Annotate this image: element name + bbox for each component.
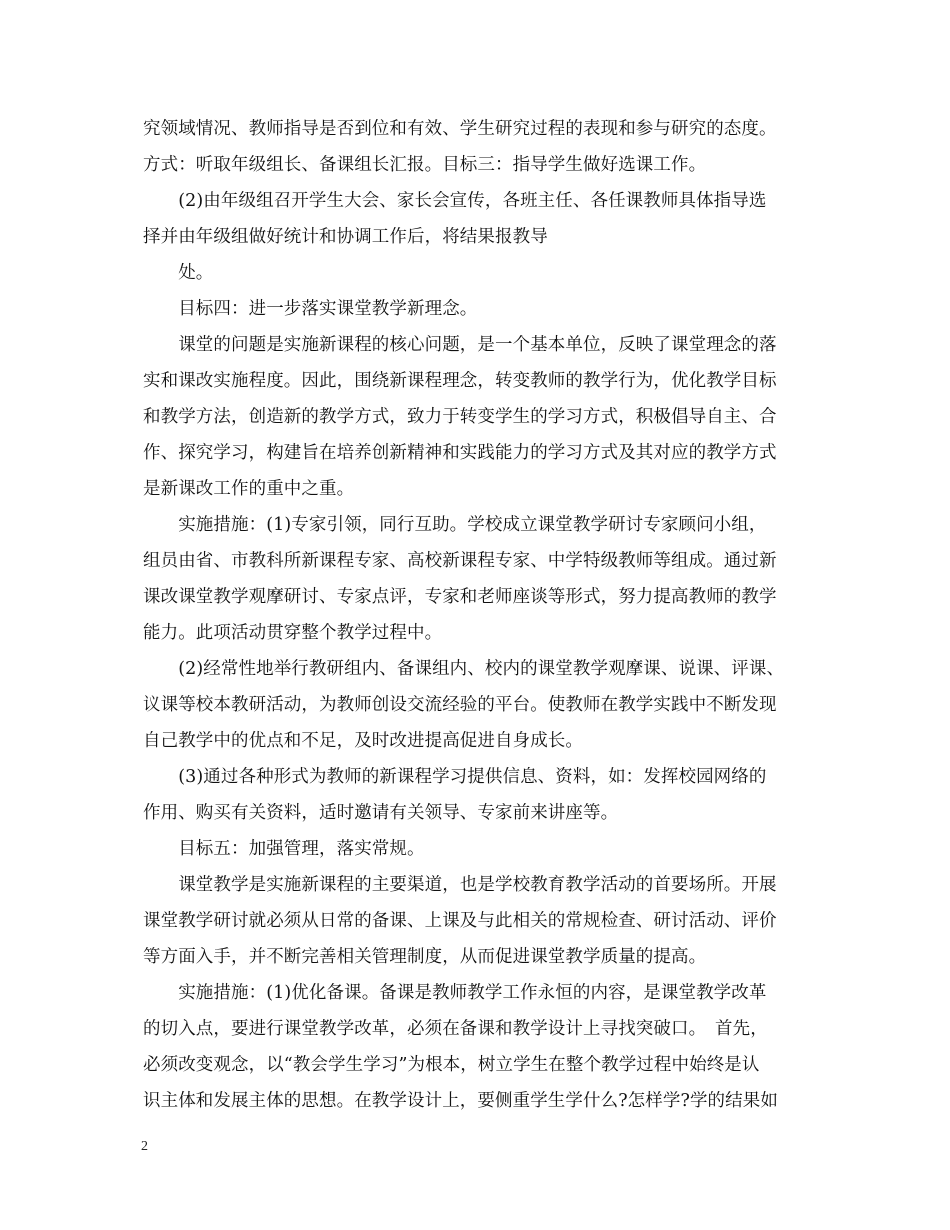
text-line: 目标四：进一步落实课堂教学新理念。	[143, 299, 478, 319]
text-line: 作用、购买有关资料，适时邀请有关领导、专家前来讲座等。	[143, 803, 619, 823]
text-line: 是新课改工作的重中之重。	[143, 479, 355, 499]
text-line: (2)由年级组召开学生大会、家长会宣传，各班主任、各任课教师具体指导选	[143, 191, 767, 211]
text-line: 自己教学中的优点和不足，及时改进提高促进自身成长。	[143, 731, 583, 751]
text-line: 课改课堂教学观摩研讨、专家点评，专家和老师座谈等形式，努力提高教师的教学	[143, 587, 777, 607]
text-line: 处。	[143, 263, 214, 283]
text-line: 课堂教学是实施新课程的主要渠道，也是学校教育教学活动的首要场所。开展	[143, 875, 777, 895]
text-line: 目标五：加强管理，落实常规。	[143, 839, 425, 859]
text-line: 实施措施：(1)优化备课。备课是教师教学工作永恒的内容，是课堂教学改革	[143, 983, 767, 1003]
text-line: 课堂教学研讨就必须从日常的备课、上课及与此相关的常规检查、研讨活动、评价	[143, 911, 777, 931]
text-line: 能力。此项活动贯穿整个教学过程中。	[143, 623, 443, 643]
text-line: 实和课改实施程度。因此，围绕新课程理念，转变教师的教学行为，优化教学目标	[143, 371, 777, 391]
text-line: 作、探究学习，构建旨在培养创新精神和实践能力的学习方式及其对应的教学方式	[143, 443, 777, 463]
text-line: 和教学方法，创造新的教学方式，致力于转变学生的学习方式，积极倡导自主、合	[143, 407, 777, 427]
text-line: 课堂的问题是实施新课程的核心问题，是一个基本单位，反映了课堂理念的落	[143, 335, 777, 355]
text-line: 组员由省、市教科所新课程专家、高校新课程专家、中学特级教师等组成。通过新	[143, 551, 777, 571]
text-line: 究领域情况、教师指导是否到位和有效、学生研究过程的表现和参与研究的态度。	[143, 119, 777, 139]
page-number: 2	[141, 1139, 148, 1154]
text-line: 等方面入手，并不断完善相关管理制度，从而促进课堂教学质量的提高。	[143, 947, 707, 967]
text-line: (2)经常性地举行教研组内、备课组内、校内的课堂教学观摩课、说课、评课、	[143, 659, 785, 679]
text-line: 必须改变观念，以“教会学生学习”为根本，树立学生在整个教学过程中始终是认	[143, 1055, 760, 1075]
text-line: (3)通过各种形式为教师的新课程学习提供信息、资料，如：发挥校园网络的	[143, 767, 767, 787]
text-line: 实施措施：(1)专家引领，同行互助。学校成立课堂教学研讨专家顾问小组，	[143, 515, 767, 535]
text-line: 议课等校本教研活动，为教师创设交流经验的平台。使教师在教学实践中不断发现	[143, 695, 777, 715]
text-line: 方式：听取年级组长、备课组长汇报。目标三：指导学生做好选课工作。	[143, 155, 707, 175]
text-line: 的切入点，要进行课堂教学改革，必须在备课和教学设计上寻找突破口。 首先，	[143, 1019, 768, 1039]
text-line: 择并由年级组做好统计和协调工作后，将结果报教导	[143, 227, 548, 247]
text-line: 识主体和发展主体的思想。在教学设计上，要侧重学生学什么?怎样学?学的结果如	[143, 1091, 778, 1111]
